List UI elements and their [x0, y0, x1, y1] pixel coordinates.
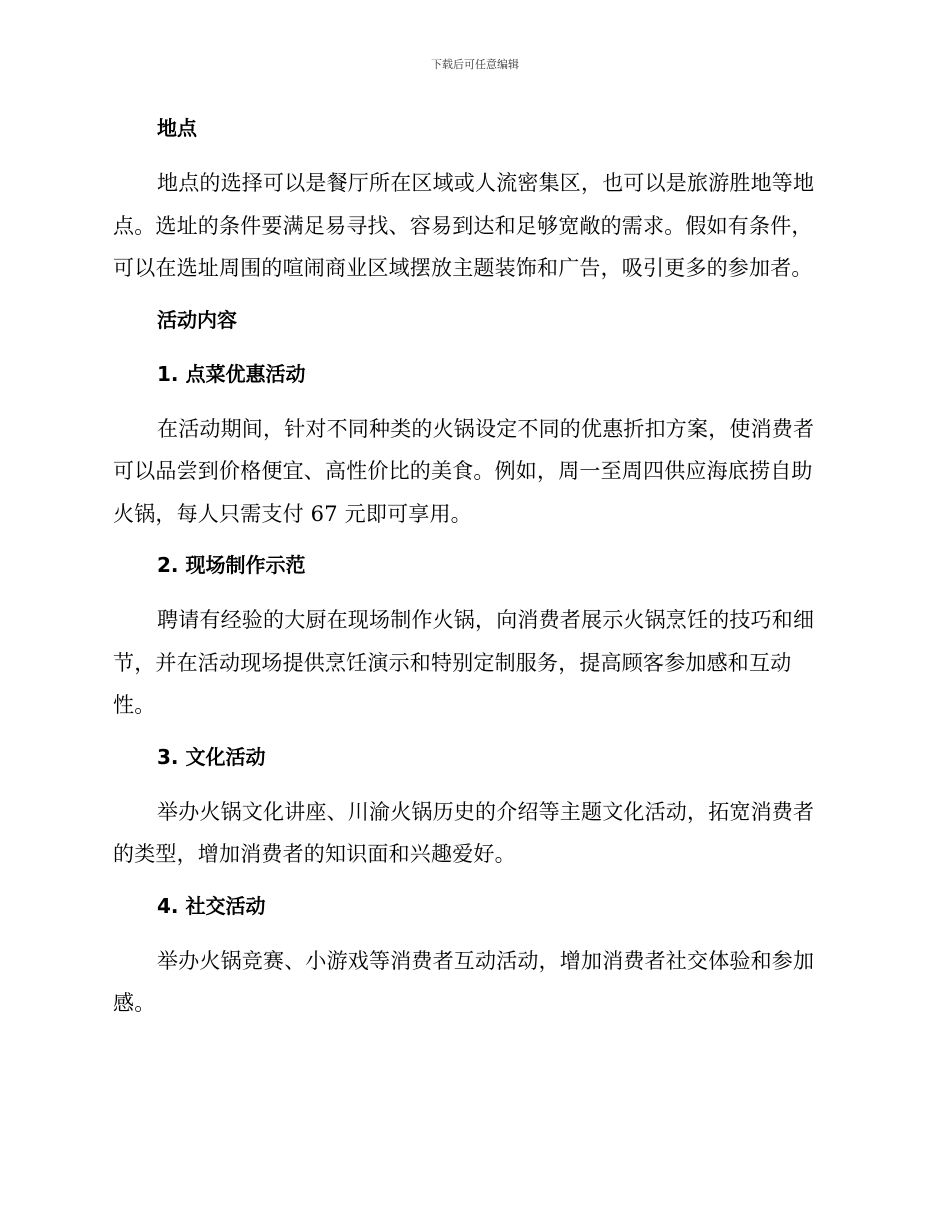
- paragraph-item-1: 在活动期间，针对不同种类的火锅设定不同的优惠折扣方案，使消费者可以品尝到价格便宜、高性价比的美食。例如，周一至周四供应海底捞自助火锅，每人只需支付 67 元即可享用。: [113, 416, 815, 526]
- document-body: [113, 108, 833, 1035]
- header-note: 下载后可任意编辑: [431, 58, 519, 71]
- item-heading-4: 4. 社交活动: [157, 893, 266, 918]
- section-heading-location: 地点: [157, 116, 197, 140]
- item-heading-1: 1. 点菜优惠活动: [157, 361, 306, 386]
- item-heading-3: 3. 文化活动: [157, 744, 266, 769]
- paragraph-item-3: 举办火锅文化讲座、川渝火锅历史的介绍等主题文化活动，拓宽消费者的类型，增加消费者的知识面和兴趣爱好。: [113, 799, 815, 866]
- section-heading-activity-content: 活动内容: [157, 307, 237, 332]
- paragraph-location: 地点的选择可以是餐厅所在区域或人流密集区，也可以是旅游胜地等地点。选址的条件要满足易寻找、容易到达和足够宽敞的需求。假如有条件，可以在选址周围的喧闹商业区域摆放主题装饰和广告，吸引更多的参加者。: [113, 171, 815, 280]
- paragraph-item-4: 举办火锅竞赛、小游戏等消费者互动活动，增加消费者社交体验和参加感。: [113, 948, 815, 1015]
- item-heading-2: 2. 现场制作示范: [157, 553, 306, 577]
- paragraph-item-2: 聘请有经验的大厨在现场制作火锅，向消费者展示火锅烹饪的技巧和细节，并在活动现场提供烹饪演示和特别定制服务，提高顾客参加感和互动性。: [113, 608, 815, 717]
